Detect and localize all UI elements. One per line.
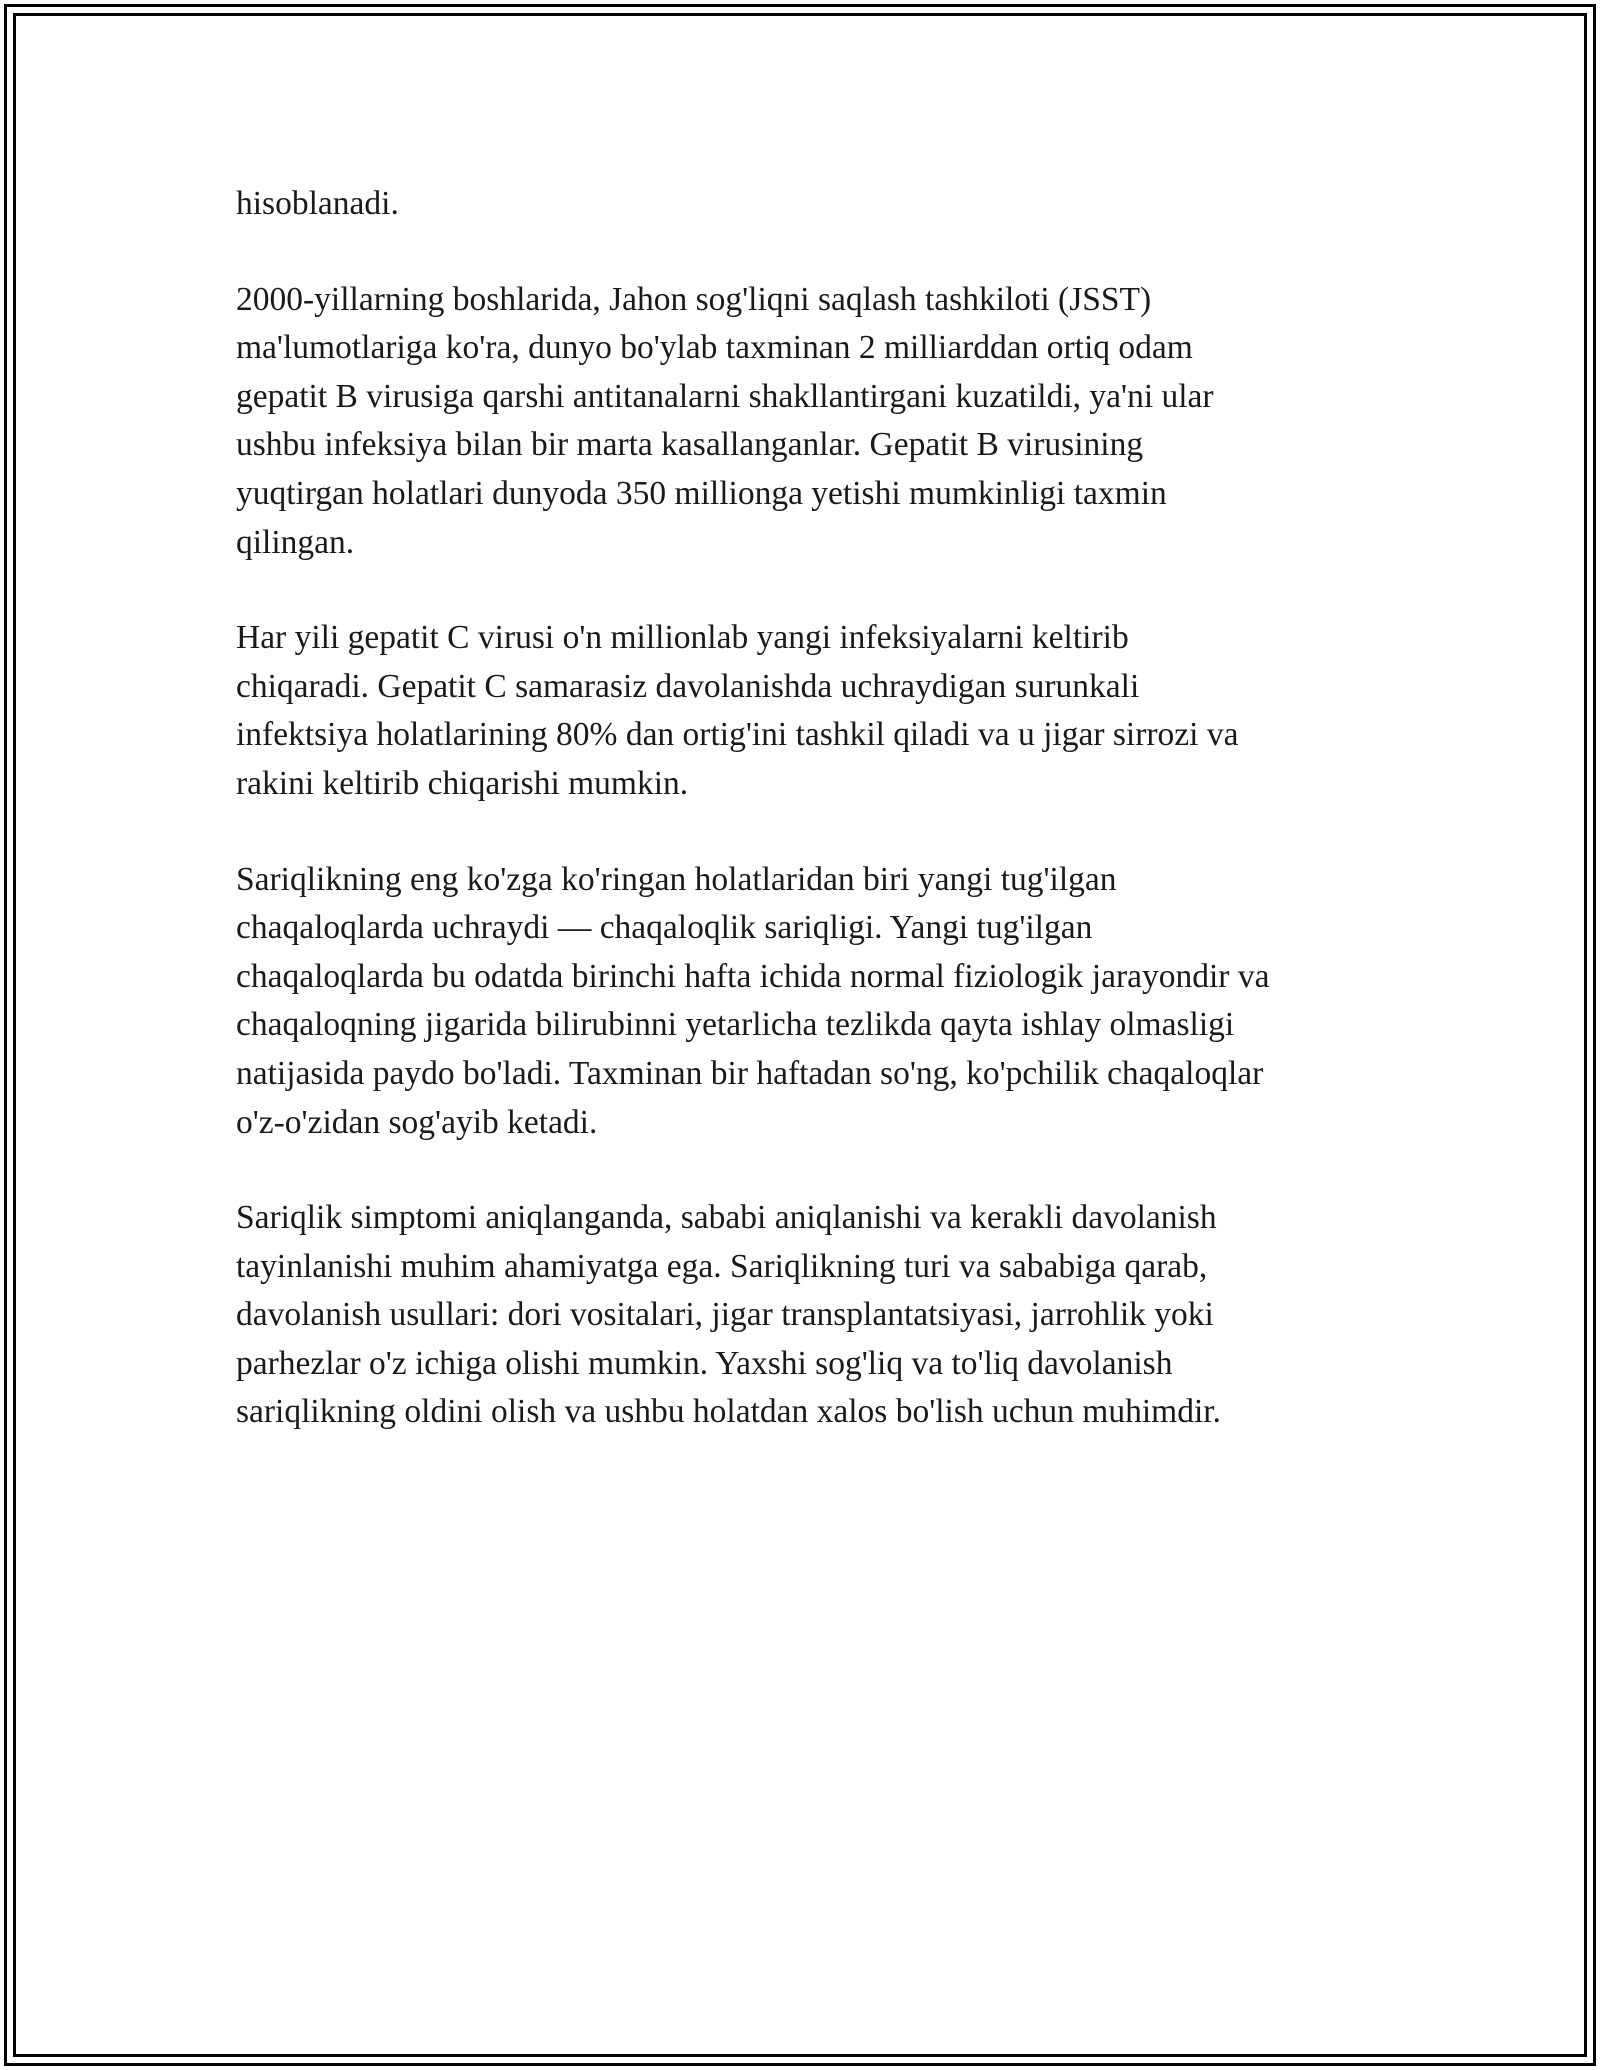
- paragraph-treatment: Sariqlik simptomi aniqlanganda, sababi aniqlanishi va kerakli davolanish tayinlanishi muhim ahamiyatga ega. Sariqlikning turi va sababiga qarab, davolanish usullari: dori vositalari, jigar transplantatsiyasi, jarrohlik yoki parhezlar o'z ichiga olishi mumkin. Yaxshi sog'liq va to'liq davolanish sariqlikning oldini olish va ushbu holatdan xalos bo'lish uchun muhimdir.: [236, 1199, 1221, 1431]
- document-body: [236, 180, 1386, 1437]
- paragraph-newborn-jaundice: Sariqlikning eng ko'zga ko'ringan holatlaridan biri yangi tug'ilgan chaqaloqlarda uchraydi — chaqaloqlik sariqligi. Yangi tug'ilgan chaqaloqlarda bu odatda birinchi hafta ichida normal fiziologik jarayondir va chaqaloqning jigarida bilirubinni yetarlicha tezlikda qayta ishlay olmasligi natijasida paydo bo'ladi. Taxminan bir haftadan so'ng, ko'pchilik chaqaloqlar o'z-o'zidan sog'ayib ketadi.: [236, 860, 1270, 1141]
- paragraph-continuation: hisoblanadi.: [236, 185, 399, 222]
- paragraph-hepatitis-c: Har yili gepatit C virusi o'n millionlab yangi infeksiyalarni keltirib chiqaradi. Gepatit C samarasiz davolanishda uchraydigan surunkali infektsiya holatlarining 80% dan ortig'ini tashkil qiladi va u jigar sirrozi va rakini keltirib chiqarishi mumkin.: [236, 619, 1239, 802]
- paragraph-hepatitis-b: 2000-yillarning boshlarida, Jahon sog'liqni saqlash tashkiloti (JSST) ma'lumotlariga ko'ra, dunyo bo'ylab taxminan 2 milliarddan ortiq odam gepatit B virusiga qarshi antitanalarni shakllantirgani kuzatildi, ya'ni ular ushbu infeksiya bilan bir marta kasallanganlar. Gepatit B virusining yuqtirgan holatlari dunyoda 350 millionga yetishi mumkinligi taxmin qilingan.: [236, 280, 1214, 561]
